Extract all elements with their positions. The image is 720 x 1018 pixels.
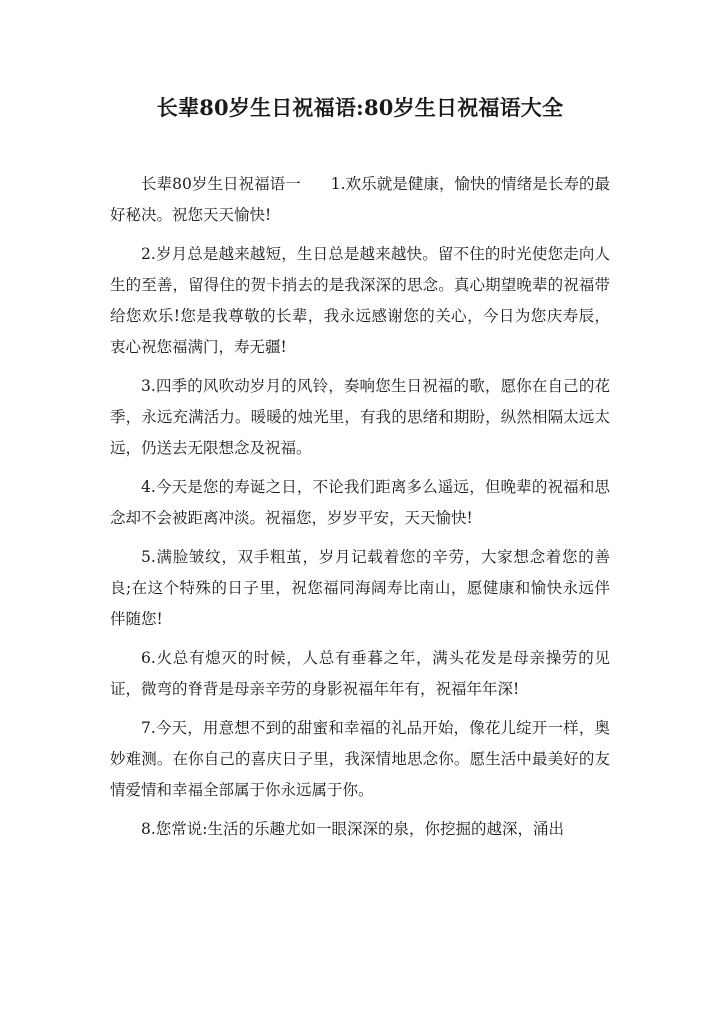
- paragraph-4: 4.今天是您的寿诞之日，不论我们距离多么遥远，但晚辈的祝福和思念却不会被距离冲淡。祝福您，岁岁平安，天天愉快!: [110, 478, 610, 527]
- paragraph-7: 7.今天，用意想不到的甜蜜和幸福的礼品开始，像花儿绽开一样，奥妙难测。在你自己的喜庆日子里，我深情地思念你。愿生活中最美好的友情爱情和幸福全部属于你永远属于你。: [110, 719, 610, 799]
- document-body: [110, 169, 610, 845]
- paragraph-2: 2.岁月总是越来越短，生日总是越来越快。留不住的时光使您走向人生的至善，留得住的贺卡捎去的是我深深的思念。真心期望晚辈的祝福带给您欢乐!您是我尊敬的长辈，我永远感谢您的关心，今日为您庆寿辰，衷心祝您福满门，寿无疆!: [110, 245, 610, 356]
- paragraph-8: 8.您常说:生活的乐趣尤如一眼深深的泉，你挖掘的越深，涌出: [141, 820, 565, 838]
- paragraph-3: 3.四季的风吹动岁月的风铃，奏响您生日祝福的歌，愿你在自己的花季，永远充满活力。暖暖的烛光里，有我的思绪和期盼，纵然相隔太远太远，仍送去无限想念及祝福。: [110, 377, 610, 457]
- paragraph-text: 1.欢乐就是健康，愉快的情绪是长寿的最好秘决。祝您天天愉快!: [110, 175, 610, 224]
- paragraph-5: 5.满脸皱纹，双手粗茧，岁月记载着您的辛劳，大家想念着您的善良;在这个特殊的日子里，祝您福同海阔寿比南山，愿健康和愉快永远伴伴随您!: [110, 548, 610, 628]
- paragraph-6: 6.火总有熄灭的时候，人总有垂暮之年，满头花发是母亲操劳的见证，微弯的脊背是母亲辛劳的身影祝福年年有，祝福年年深!: [110, 649, 610, 698]
- paragraph-1: [110, 169, 610, 231]
- section-heading: 长辈80岁生日祝福语一: [141, 175, 301, 193]
- document-title: 长辈80岁生日祝福语:80岁生日祝福语大全: [156, 95, 564, 120]
